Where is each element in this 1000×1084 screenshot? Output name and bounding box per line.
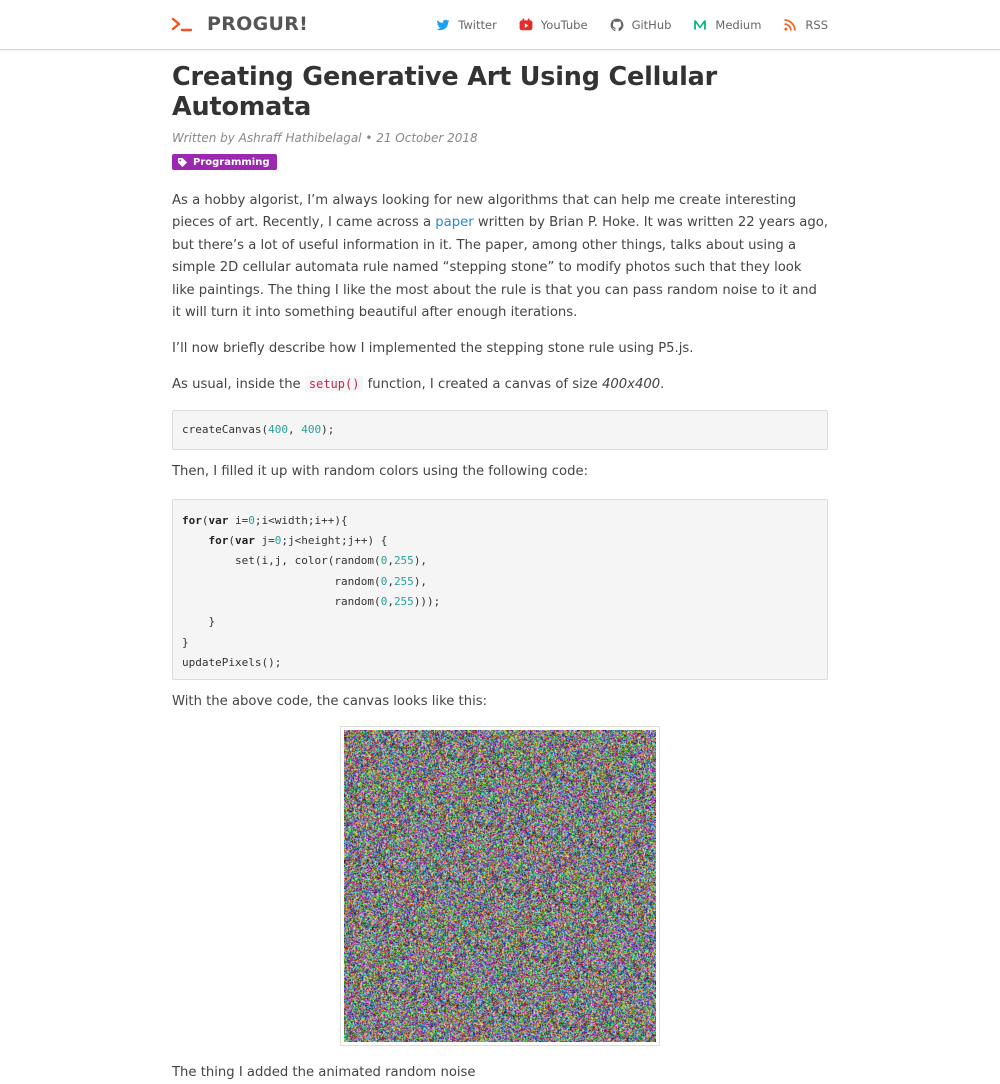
nav-rss-link[interactable] (783, 18, 828, 32)
code-line: } (182, 635, 189, 649)
medium-icon (693, 18, 707, 32)
paragraph-next-cutoff: The thing I added the animated random noise (172, 1065, 476, 1081)
canvas-size-emphasis: 400x400 (601, 376, 661, 392)
paragraph-setup-text-1: As usual, inside the (172, 376, 305, 392)
paragraph-fill: Then, I filled it up with random colors using the following code: (172, 464, 589, 480)
nav-rss-label: RSS (805, 18, 828, 32)
article-title: Creating Generative Art Using Cellular Automata (172, 62, 718, 122)
code-line: random(0,255), (182, 574, 428, 588)
tag-label: Programming (193, 156, 270, 168)
terminal-prompt-icon (171, 14, 193, 34)
nav-medium-label: Medium (715, 18, 762, 32)
random-noise-image (344, 730, 656, 1042)
social-nav (414, 0, 828, 50)
paper-link[interactable]: paper (435, 215, 474, 231)
code-line: } (182, 615, 216, 629)
code-line: updatePixels(); (182, 655, 282, 669)
code-number-width: 400 (268, 423, 288, 437)
code-line: for(var j=0;j<height;j++) { (208, 534, 388, 548)
site-name: PROGUR! (207, 13, 309, 35)
paragraph-intro-text-1: As a hobby algorist, I’m always looking for new algorithms that can help me create interesting pieces of art. Recently, I came across a (172, 192, 797, 231)
twitter-icon (436, 18, 450, 32)
noise-canvas-figure (340, 726, 660, 1046)
paragraph-description: I’ll now briefly describe how I implemented the stepping stone rule using P5.js. (172, 341, 694, 357)
paragraph-intro (172, 190, 828, 326)
youtube-icon (519, 18, 533, 32)
code-line: for(var i=0;i<width;i++){ (182, 513, 348, 527)
nav-medium-link[interactable] (693, 18, 761, 32)
code-fn: createCanvas( (182, 423, 269, 437)
tag-icon (178, 158, 187, 167)
rss-icon (783, 18, 797, 32)
article (172, 50, 828, 1081)
code-block-create-canvas (172, 410, 828, 450)
inline-code-setup: setup() (305, 376, 364, 392)
code-separator: , (287, 423, 302, 437)
nav-github-link[interactable] (610, 18, 672, 32)
paragraph-setup-text-2: function, I created a canvas of size (363, 376, 602, 392)
github-icon (610, 18, 624, 32)
nav-twitter-link[interactable] (436, 18, 497, 32)
tag-programming[interactable] (172, 154, 277, 170)
paragraph-figure-intro: With the above code, the canvas looks like this: (172, 693, 488, 709)
paragraph-setup-text-3: . (660, 376, 665, 392)
nav-twitter-label: Twitter (458, 18, 497, 32)
nav-youtube-link[interactable] (519, 18, 588, 32)
paragraph-intro-text-2: written by Brian P. Hoke. It was written 22 years ago, but there’s a lot of useful information in it. The paper, among other things, talks about using a simple 2D cellular automata rule named “stepping stone” to modify photos such that they look like paintings. The thing I like the most about the rule is that you can pass random noise to it and it will turn it into something beautiful after enough iterations. (172, 215, 828, 321)
paragraph-setup (172, 373, 828, 397)
top-navigation-bar (0, 0, 1000, 50)
code-end: ); (321, 423, 335, 437)
article-byline: Written by Ashraff Hathibelagal • 21 October 2018 (172, 131, 478, 145)
nav-github-label: GitHub (631, 18, 672, 32)
nav-youtube-label: YouTube (540, 18, 588, 32)
code-line: set(i,j, color(random(0,255), (182, 554, 428, 568)
code-line: random(0,255))); (182, 595, 441, 609)
code-block-random-fill (172, 499, 828, 680)
site-logo-link[interactable] (171, 13, 308, 35)
code-number-height: 400 (301, 423, 322, 437)
